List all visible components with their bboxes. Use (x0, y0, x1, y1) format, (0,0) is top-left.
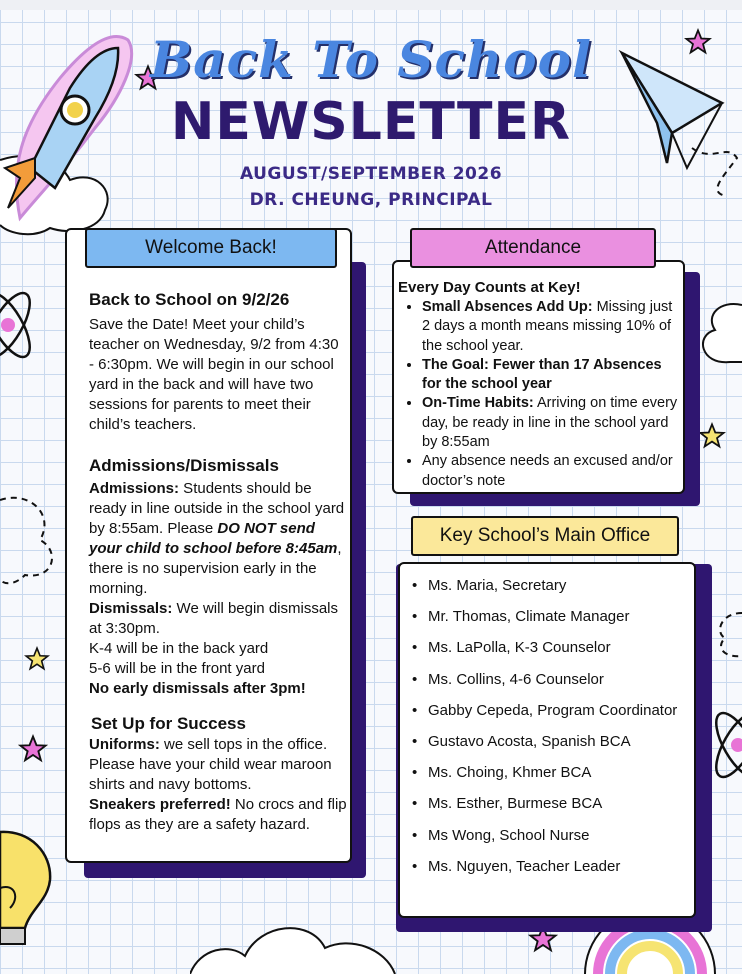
star-icon (24, 646, 50, 672)
attendance-heading: Every Day Counts at Key! (398, 279, 581, 296)
attendance-body (398, 278, 680, 491)
admissions-emphasis: DO NOT send your child to school before 8:45am (89, 520, 338, 557)
back-to-school-text: Save the Date! Meet your child’s teacher on Wednesday, 9/2 from 4:30 - 6:30pm. We will begin in our school yard in the back and will have two sessions for parents to meet their child’s teachers. (89, 316, 339, 433)
cloud-icon (710, 608, 742, 658)
cloud-icon (190, 918, 400, 974)
date-line: AUGUST/SEPTEMBER 2026 (239, 164, 503, 184)
office-tab: Key School’s Main Office (411, 516, 679, 556)
admissions-heading: Admissions/Dismissals (89, 456, 279, 475)
staff-item: • Ms. Esther, Burmese BCA (406, 788, 690, 819)
dismissals-text (89, 599, 347, 639)
sneakers-label: Sneakers preferred! (89, 796, 231, 813)
script-title: Back To School (150, 30, 592, 89)
admissions-text (89, 479, 347, 599)
attendance-item-label: On-Time Habits: (422, 395, 534, 412)
dismissals-body: We will begin dismissals at 3:30pm. (89, 600, 338, 637)
g56-yard: 5-6 will be in the front yard (89, 660, 265, 677)
setup-heading: Set Up for Success (91, 714, 246, 733)
main-title: NEWSLETTER (170, 92, 572, 152)
star-icon (698, 422, 726, 450)
top-strip (0, 0, 742, 10)
staff-item: • Ms. Collins, 4-6 Counselor (406, 664, 690, 695)
staff-item: • Ms. Choing, Khmer BCA (406, 757, 690, 788)
attendance-tab: Attendance (410, 228, 656, 268)
no-early-dismissal: No early dismissals after 3pm! (89, 680, 306, 697)
attendance-item (422, 452, 680, 491)
attendance-list (422, 298, 680, 491)
staff-item: • Ms. LaPolla, K-3 Counselor (406, 632, 690, 663)
welcome-tab: Welcome Back! (85, 228, 337, 268)
uniforms-label: Uniforms: (89, 736, 160, 753)
attendance-item-text: Any absence needs an excused and/or doctor’s note (422, 453, 673, 489)
sneakers-body: No crocs and flip flops as they are a safety hazard. (89, 796, 347, 833)
staff-item: • Mr. Thomas, Climate Manager (406, 601, 690, 632)
sneakers-text (89, 795, 347, 835)
k4-yard: K-4 will be in the back yard (89, 640, 269, 657)
uniforms-body: we sell tops in the office. Please have your child wear maroon shirts and navy bottoms. (89, 736, 332, 793)
admissions-body: Students should be ready in line outside in the school yard by 8:55am. Please (89, 480, 345, 537)
dismissals-label: Dismissals: (89, 600, 173, 617)
uniforms-text (89, 735, 347, 795)
staff-item: • Ms Wong, School Nurse (406, 820, 690, 851)
office-staff-list (406, 570, 690, 882)
attendance-item (422, 394, 680, 452)
welcome-body (89, 289, 347, 835)
principal-line: DR. CHEUNG, PRINCIPAL (249, 190, 493, 210)
staff-item: • Ms. Nguyen, Teacher Leader (406, 851, 690, 882)
atom-icon (0, 280, 50, 370)
lightbulb-icon (0, 828, 60, 948)
admissions-body-2: , there is no supervision early in the morning. (89, 540, 342, 597)
attendance-item (422, 298, 680, 356)
star-icon (18, 734, 48, 764)
attendance-item (422, 356, 680, 395)
admissions-label: Admissions: (89, 480, 180, 497)
attendance-item-label: The Goal: Fewer than 17 Absences for the school year (422, 356, 662, 393)
staff-item: • Ms. Maria, Secretary (406, 570, 690, 601)
staff-item: • Gabby Cepeda, Program Coordinator (406, 695, 690, 726)
cloud-icon (0, 490, 65, 590)
staff-item: • Gustavo Acosta, Spanish BCA (406, 726, 690, 757)
attendance-item-label: Small Absences Add Up: (422, 299, 593, 315)
back-to-school-heading: Back to School on 9/2/26 (89, 290, 290, 309)
attendance-item-text: Arriving on time every day, be ready in line in the school yard by 8:55am (422, 395, 678, 451)
attendance-item-text: Missing just 2 days a month means missing 10% of the school year. (422, 299, 673, 354)
